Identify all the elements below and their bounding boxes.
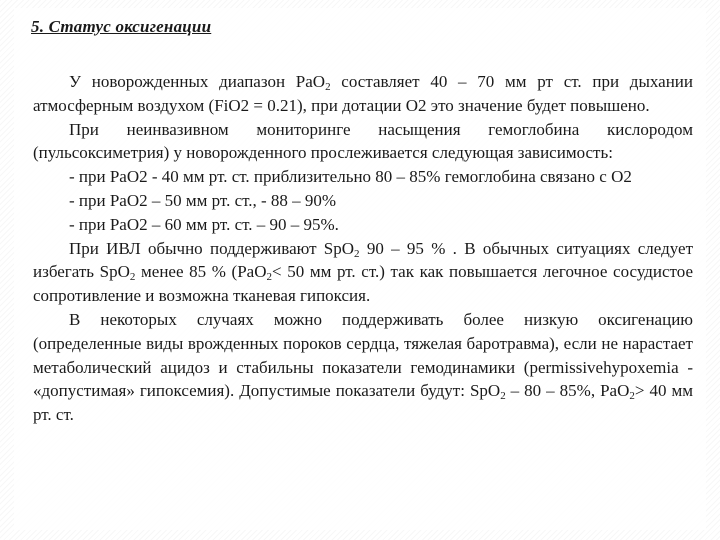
body-text <box>33 70 693 427</box>
text-run: В некоторых случаях можно поддерживать более низкую оксигенацию (определенные виды врожденных пороков сердца, тяжелая баротравма), если не нарастает метаболический ацидоз и стабильны показатели гемодинамики (permissivehypoxemia - «допустимая» гипоксемия). Допустимые показатели будут: SpO <box>33 309 693 401</box>
list-item: - при PaO2 – 50 мм рт. ст., - 88 – 90% <box>69 190 337 210</box>
text-run: составляет 40 – 70 мм рт ст. при дыхании атмосферным воздухом (FiO2 = 0.21), при дотации O2 это значение будет повышено. <box>33 72 693 115</box>
subscript: 2 <box>629 390 635 403</box>
subscript: 2 <box>325 81 331 93</box>
section-heading: 5. Статус оксигенации <box>31 17 212 36</box>
text-run: 90 – 95 % . В обычных ситуациях следует избегать SpO <box>33 238 694 282</box>
text-run: – 80 – 85%, PaO <box>505 381 630 401</box>
text-run: менее 85 % (PaO <box>135 262 267 282</box>
subscript: 2 <box>266 271 272 284</box>
paragraph-pao2-range <box>33 70 693 118</box>
text-run: У новорожденных диапазон PaO <box>69 72 326 91</box>
subscript: 2 <box>500 390 506 403</box>
paragraph-permissive-hypoxemia <box>33 308 693 427</box>
list-item: - при PaO2 – 60 мм рт. ст. – 90 – 95%. <box>69 214 339 234</box>
subscript: 2 <box>354 247 360 260</box>
paragraph-pulse-oximetry: При неинвазивном мониторинге насыщения гемоглобина кислородом (пульсоксиметрия) у новорожденного прослеживается следующая зависимость: <box>33 119 693 163</box>
text-run: При ИВЛ обычно поддерживают SpO <box>69 238 355 258</box>
subscript: 2 <box>129 271 136 284</box>
paragraph-ventilation <box>33 237 693 308</box>
text-run: > 40 мм рт. ст. <box>33 381 693 425</box>
list-item: - при PaO2 - 40 мм рт. ст. приблизительно 80 – 85% гемоглобина связано с O2 <box>69 167 632 187</box>
text-run: < 50 мм рт. ст.) так как повышается легочное сосудистое сопротивление и возможна тканевая гипоксия. <box>33 262 693 306</box>
